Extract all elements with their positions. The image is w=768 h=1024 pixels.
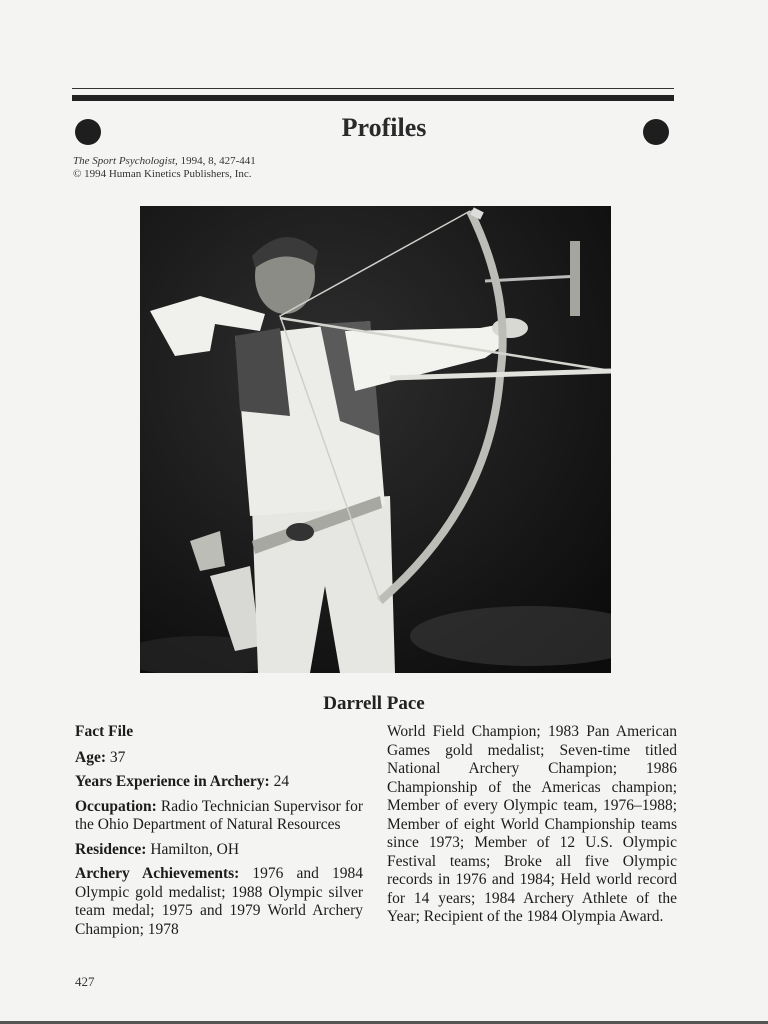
page-number: 427 bbox=[75, 974, 95, 989]
occupation-entry bbox=[75, 798, 363, 835]
age-label: Age: bbox=[75, 748, 106, 766]
residence-value: Hamilton, OH bbox=[146, 840, 240, 858]
achievements-label: Archery Achievements: bbox=[75, 865, 240, 882]
occupation-value: Radio Technician Supervisor for the Ohio Department of Natural Resources bbox=[75, 797, 363, 833]
fact-file-right-column bbox=[387, 723, 677, 933]
achievements-value: 1976 and 1984 Olympic gold medalist; 1988 Olympic silver team medal; 1975 and 1979 World Archery Champion; 1978 bbox=[75, 865, 363, 938]
citation-copyright: © 1994 Human Kinetics Publishers, Inc. bbox=[73, 168, 252, 180]
citation-details: 1994, 8, 427-441 bbox=[177, 155, 256, 167]
archer-photo bbox=[140, 206, 611, 673]
residence-label: Residence: bbox=[75, 840, 147, 858]
fact-file-heading: Fact File bbox=[75, 723, 134, 740]
photo-caption: Darrell Pace bbox=[323, 693, 425, 714]
achievements-entry bbox=[75, 865, 363, 939]
header-thin-rule bbox=[72, 88, 674, 89]
achievements-continued: World Field Champion; 1983 Pan American Games gold medalist; Seven-time titled National Archery Champion; 1986 Championship of the Americas champion; Member of every Olympic team, 1976–1988; Member of eight World Championship teams since 1973; Member of 12 U.S. Olympic Festival teams; Broke all five Olympic records in 1976 and 1984; Held world record for 14 years; 1984 Archery Athlete of the Year; Recipient of the 1984 Olympia Award. bbox=[387, 723, 677, 925]
age-value: 37 bbox=[106, 748, 126, 766]
experience-label: Years Experience in Archery: bbox=[75, 773, 270, 790]
citation bbox=[73, 155, 256, 181]
fact-file-left-column bbox=[75, 723, 363, 945]
age-entry bbox=[75, 749, 363, 768]
page-title: Profiles bbox=[341, 113, 427, 142]
residence-entry bbox=[75, 841, 363, 860]
experience-value: 24 bbox=[269, 773, 290, 790]
experience-entry bbox=[75, 773, 363, 792]
citation-journal: The Sport Psychologist, bbox=[73, 155, 178, 167]
occupation-label: Occupation: bbox=[75, 797, 157, 815]
header-thick-rule bbox=[72, 95, 674, 101]
